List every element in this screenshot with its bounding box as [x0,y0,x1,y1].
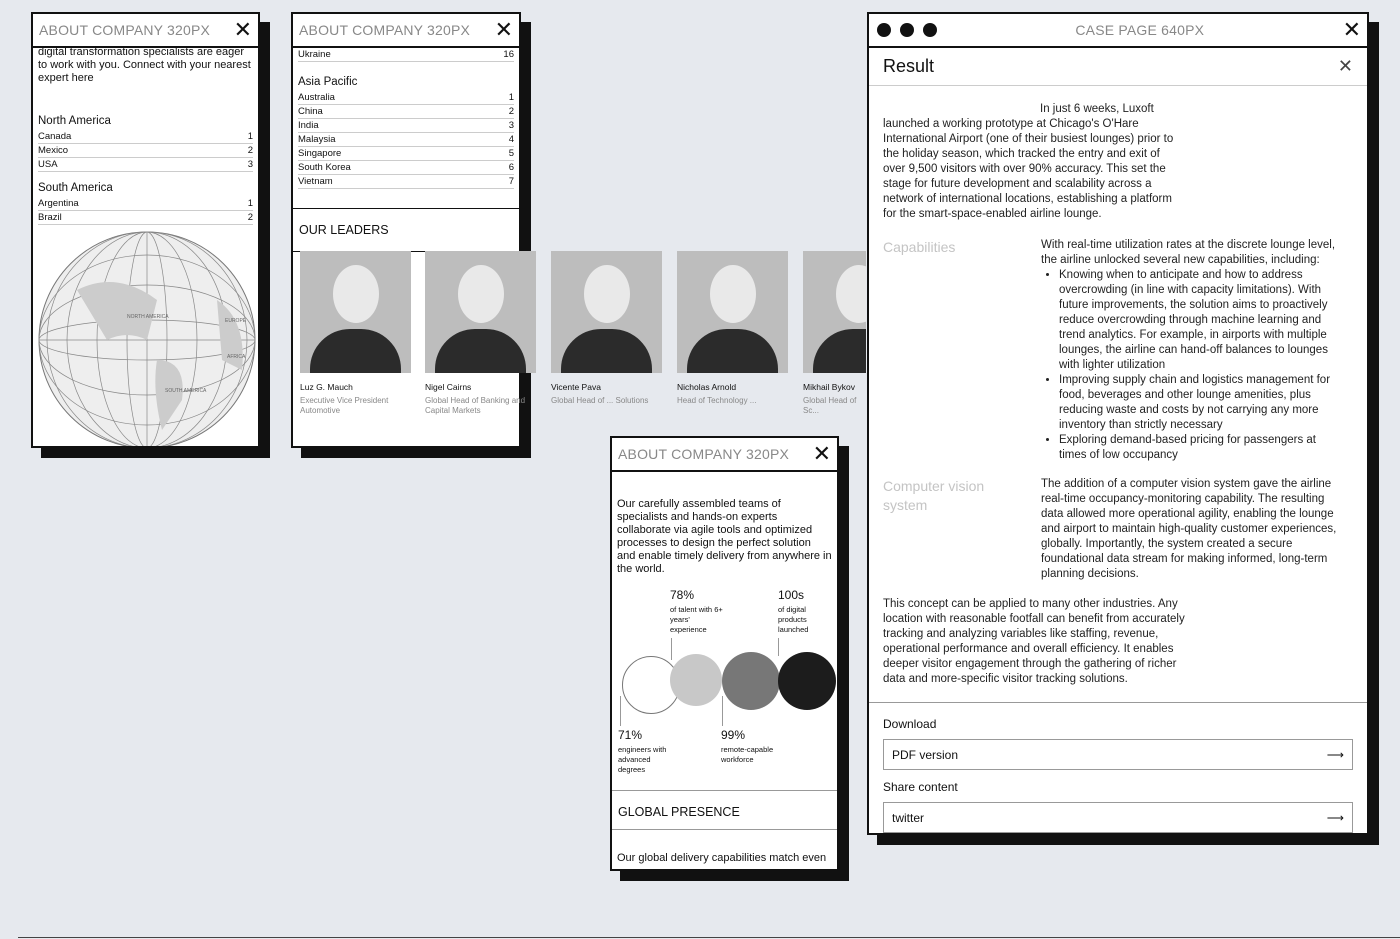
window-controls [877,23,937,37]
pdf-download-button[interactable] [883,739,1353,770]
window-header [869,14,1367,48]
case-page-window [867,12,1369,835]
count: 4 [508,134,514,145]
dot-icon[interactable] [900,23,914,37]
result-text: In just 6 weeks, Luxoft launched a working prototype at Chicago's O'Hare International Airport (one of their busiest lounges) prior to the holiday season, which tracked the entry and exit of over 9,500 visitors with over 90% accuracy. This set the stage for future development and scalability across a network of international locations, establishing a platform for the smart-space-enabled airline lounge. [883,103,1174,220]
leader-photo [803,251,866,373]
stat-78: 78% of talent with 6+ years' experience [670,588,723,634]
leader-name: Nicholas Arnold [677,382,737,392]
country: Canada [38,131,72,142]
arrow-right-icon: ⟶ [1326,810,1344,825]
region-heading: Asia Pacific [298,76,358,88]
leader-photo [551,251,662,373]
stat-100s: 100s of digital products launched [778,588,809,634]
capabilities-intro: With real-time utilization rates at the discrete lounge level, the airline unlocked several new capabilities, including: [1041,239,1336,266]
count: 2 [247,212,253,223]
close-icon[interactable]: ✕ [812,441,831,466]
count: 3 [247,159,253,170]
count: 1 [247,198,253,209]
capability-item: • Improving supply chain and logistics management for food, beverages and other lounge amenities, plus reducing waste and costs by not carrying any more inventory than strictly necessary [1059,373,1346,433]
region-heading: South America [38,182,113,194]
count: 2 [247,145,253,156]
divider [18,937,1400,938]
stat-71: 71% engineers with advanced degrees [618,728,667,774]
cv-text: The addition of a computer vision system gave the airline real-time occupancy-monitoring capability. The resulting data allowed more operational agility, enabling the lounge and airport to maintain high-quality customer experiences, globally. Importantly, the system created a secure foundational data stream for making informed, long-term planning decisions. [1041,478,1337,580]
count: 6 [508,162,514,173]
stat-circle [670,654,722,706]
country-row [38,197,253,211]
close-icon[interactable]: ✕ [1337,56,1353,76]
country-row [298,161,514,175]
window-title: ABOUT COMPANY 320PX [618,446,790,462]
dot-icon[interactable] [877,23,891,37]
country-row [298,119,514,133]
arrow-right-icon: ⟶ [1326,747,1344,762]
country: USA [38,159,58,170]
country-row [38,130,253,144]
country: Argentina [38,198,79,209]
country-row [298,133,514,147]
leader-title: Global Head of Sc... [803,396,857,415]
count: 5 [508,148,514,159]
country: China [298,106,323,117]
globe-label: EUROPE [225,318,247,324]
leader-title: Global Head of Banking and Capital Markets [425,396,526,415]
capability-item: • Knowing when to anticipate and how to address overcrowding (in line with capacity limitations). With future improvements, the solution aims to proactively reduce overcrowding through machine learning and trend analytics. For example, in airports with multiple lounges, the airline can hand-off balances to lounges with lighter utilization [1059,268,1346,373]
leader-card[interactable] [425,251,536,416]
capabilities-label: Capabilities [883,239,956,255]
country: Singapore [298,148,342,159]
country: Malaysia [298,134,336,145]
download-label: Download [883,717,937,731]
twitter-share-button[interactable] [883,802,1353,833]
intro-text: digital transformation specialists are eager to work with you. Connect with your nearest expert here [38,46,251,84]
dot-icon[interactable] [923,23,937,37]
leader-card[interactable] [300,251,411,416]
global-presence-heading: GLOBAL PRESENCE [612,790,837,830]
country: Australia [298,92,335,103]
country-row [298,175,514,189]
window-header [612,438,837,472]
country: India [298,120,319,131]
leader-photo [425,251,536,373]
cv-label: Computer vision system [883,478,985,513]
about-company-window-1 [31,12,260,448]
stat-99: 99% remote-capable workforce [721,728,774,764]
leader-card[interactable] [803,251,866,416]
close-icon[interactable]: ✕ [494,17,513,42]
pdf-label: PDF version [892,747,959,762]
close-icon[interactable]: ✕ [1342,17,1361,42]
result-header [869,48,1367,86]
country-row [298,147,514,161]
stat-circle [722,652,780,710]
country-row [298,105,514,119]
country: Vietnam [298,176,333,187]
share-label: Share content [883,780,958,794]
capabilities-list [1041,268,1346,463]
result-heading: Result [883,56,935,76]
globe-map [37,230,257,448]
about-company-window-3 [610,436,839,871]
country-row [298,48,514,62]
count: 7 [508,176,514,187]
close-icon[interactable]: ✕ [233,17,252,42]
window-header [33,14,258,48]
window-header [293,14,519,48]
globe-label: AFRICA [227,354,246,360]
window-title: ABOUT COMPANY 320PX [299,22,471,38]
country-row [38,144,253,158]
twitter-label: twitter [892,810,925,825]
region-heading: North America [38,115,111,127]
country: Ukraine [298,49,331,60]
count: 3 [508,120,514,131]
concept-text: This concept can be applied to many other industries. Any location with reasonable footfall can benefit from accurately tracking and analyzing variables like staffing, revenue, operational performance and overall efficiency. It enables deeper visitor engagement through the gathering of richer data and more-specific visitor tracking solutions. [883,598,1185,685]
leader-photo [300,251,411,373]
window-title: CASE PAGE 640PX [1075,22,1205,38]
leader-card[interactable] [677,251,788,406]
window-title: ABOUT COMPANY 320PX [39,22,211,38]
stat-circle [778,652,836,710]
country: Mexico [38,145,69,156]
leader-title: Executive Vice President Automotive [300,396,389,415]
country-row [38,211,253,225]
count: 2 [508,106,514,117]
global-text: Our global delivery capabilities match even [617,852,827,864]
globe-label: NORTH AMERICA [127,314,169,320]
count: 16 [503,49,514,60]
capability-item: • Exploring demand-based pricing for passengers at times of low occupancy [1059,433,1346,463]
leader-name: Vicente Pava [551,382,601,392]
intro-text: Our carefully assembled teams of specialists and hands-on experts collaborate via agile tools and optimized processes to design the perfect solution and enable timely delivery from anywhere in the world. [617,498,832,575]
leaders-heading: OUR LEADERS [293,209,519,252]
globe-label: SOUTH AMERICA [165,388,207,394]
leader-name: Luz G. Mauch [300,382,353,392]
leader-title: Head of Technology ... [677,396,757,405]
leader-card[interactable] [551,251,662,406]
country: Brazil [38,212,62,223]
count: 1 [508,92,514,103]
country: South Korea [298,162,351,173]
leader-title: Global Head of ... Solutions [551,396,649,405]
leader-name: Nigel Cairns [425,382,472,392]
leader-name: Mikhail Bykov [803,382,855,392]
country-row [38,158,253,172]
count: 1 [247,131,253,142]
leader-photo [677,251,788,373]
country-row [298,91,514,105]
